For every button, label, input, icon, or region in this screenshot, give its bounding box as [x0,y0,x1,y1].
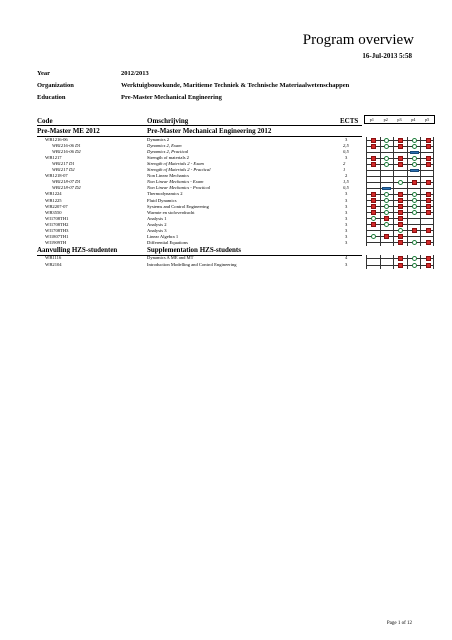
timeline-tick [366,239,367,246]
course-name: Non Linear Mechanics - Exam [147,179,204,185]
course-ects: 3 [345,191,348,197]
course-ects: 3 [345,215,348,221]
period-label-p4: p4 [411,117,416,122]
course-name: Non Linear Mechanics [147,173,190,179]
period-label-p3: p3 [397,117,402,122]
timeline-tick [380,239,381,246]
exam-marker [398,263,403,268]
practical-marker [410,169,419,172]
course-code: WB1116 [45,255,62,260]
course-name: Dynamics 2 [147,137,170,142]
period-label-p1: p1 [369,117,374,122]
timeline-tick [407,239,408,246]
course-ects: 1 [343,167,346,173]
period-label-p2: p2 [383,117,388,122]
timeline-tick [380,262,381,269]
course-ects: 3 [345,233,348,239]
period-timeline [366,239,434,246]
course-code: WB2207-07 [45,203,68,209]
course-code: WI1708TH2 [45,221,69,227]
course-name: Differential Equations [147,239,188,245]
section-title: Pre-Master Mechanical Engineering 2012 [147,127,272,135]
course-ects: 3 [345,209,348,215]
timeline-tick [433,255,434,262]
education-value: Pre-Master Mechanical Engineering [121,94,222,101]
course-ects: 0,5 [343,185,349,191]
timeline-tick [433,262,434,269]
course-ects: 3 [345,155,348,161]
timeline-tick [380,255,381,262]
course-code: WB1217 D2 [52,167,75,173]
course-name: Analysis 3 [147,227,167,233]
period-label-p5: p5 [424,117,430,122]
course-ects: 3 [345,239,348,245]
timeline-tick [407,262,408,269]
timeline-tick [393,239,394,246]
course-ects: 3 [345,221,348,227]
course-code: WB1216-06 D1 [52,143,81,149]
course-name: Linear Algebra 1 [147,233,179,239]
timeline-axis [366,176,434,177]
course-name: Systems and Control Engineering [147,203,209,209]
organization-value: Werktuigbouwkunde, Maritieme Techniek & Technische Materiaalwetenschappen [121,82,350,89]
course-ects: 1,5 [343,179,349,185]
course-name: Dynamics A ME and MT [147,255,194,260]
section-code: Aanvulling HZS-studenten [37,246,118,254]
course-name: Warmte en stofoverdracht [147,209,195,215]
course-code: WI1708TH3 [45,227,69,233]
course-ects: 2,5 [343,143,349,149]
organization-label: Organization [37,82,74,89]
year-label: Year [37,70,50,77]
resit-marker [412,263,417,268]
timeline-tick [420,255,421,262]
course-code: WB1217 [45,155,62,161]
course-name: Introduction Modelling and Control Engineering [147,262,237,267]
course-ects: 3 [345,137,348,142]
column-header-description: Omschrijving [147,117,189,125]
course-code: WB1218-07 [45,173,68,179]
resit-marker [412,240,417,245]
page-number: Page 1 of 12 [386,621,412,626]
timeline-tick [420,239,421,246]
course-code: WB1217 D1 [52,161,75,167]
timeline-tick [393,255,394,262]
course-ects: 3 [345,227,348,233]
page-title: Program overview [302,32,414,48]
period-header [364,115,435,124]
course-code: WB2104 [45,262,62,267]
practical-marker [382,187,391,190]
course-ects: 3 [345,197,348,203]
course-code: WB1216-06 D2 [52,149,81,155]
exam-marker [426,263,431,268]
section-rule [37,255,362,256]
timeline-axis [366,170,434,171]
exam-marker [426,256,431,261]
timeline-tick [420,262,421,269]
timeline-tick [407,255,408,262]
course-ects: 4 [345,255,348,260]
education-label: Education [37,94,66,101]
column-header-ects: ECTS [340,117,359,125]
header-rule [37,125,362,126]
course-code: WB1218-07 D2 [52,185,81,191]
course-ects: 3 [345,262,348,267]
resit-marker [412,256,417,261]
course-name: Non Linear Mechanics - Practical [147,185,211,191]
course-ects: 3 [345,203,348,209]
timeline-tick [393,262,394,269]
section-rule [37,136,362,137]
course-ects: 2 [345,173,348,179]
course-name: Analysis 2 [147,221,167,227]
course-name: Strength of Materials 2 - Exam [147,161,204,167]
course-name: Thermodynamics 2 [147,191,183,197]
section-code: Pre-Master ME 2012 [37,127,100,135]
year-value: 2012/2013 [121,70,149,77]
period-timeline [366,262,434,269]
course-name: Dynamics 2, Practical [147,149,189,155]
course-name: Strength of materials 2 [147,155,189,161]
timeline-tick [366,262,367,269]
exam-marker [398,256,403,261]
exam-marker [426,240,431,245]
course-code: WB1216-06 [45,137,68,142]
course-code: WB1224 [45,191,62,197]
exam-marker [398,240,403,245]
course-code: WB1225 [45,197,62,203]
course-name: Strength of Materials 2 - Practical [147,167,211,173]
section-title: Supplementation HZS-students [147,246,241,254]
timeline-tick [366,255,367,262]
course-code: WB3550 [45,209,62,215]
column-header-code: Code [37,117,53,125]
timeline-axis [366,152,434,153]
course-code: WB1218-07 D1 [52,179,81,185]
period-timeline [366,255,434,262]
course-ects: 0,5 [343,149,349,155]
course-code: WI1807TH1 [45,233,69,239]
course-code: WI1909TH [45,239,67,245]
report-timestamp: 16-Jul-2013 5:58 [362,52,412,60]
course-ects: 2 [343,161,346,167]
course-name: Dynamics 2, Exam [147,143,182,149]
timeline-axis [366,188,434,189]
course-name: Analysis 1 [147,215,167,221]
course-code: WI1708TH1 [45,215,69,221]
course-name: Fluid Dynamics [147,197,177,203]
practical-marker [410,151,419,154]
timeline-tick [433,239,434,246]
